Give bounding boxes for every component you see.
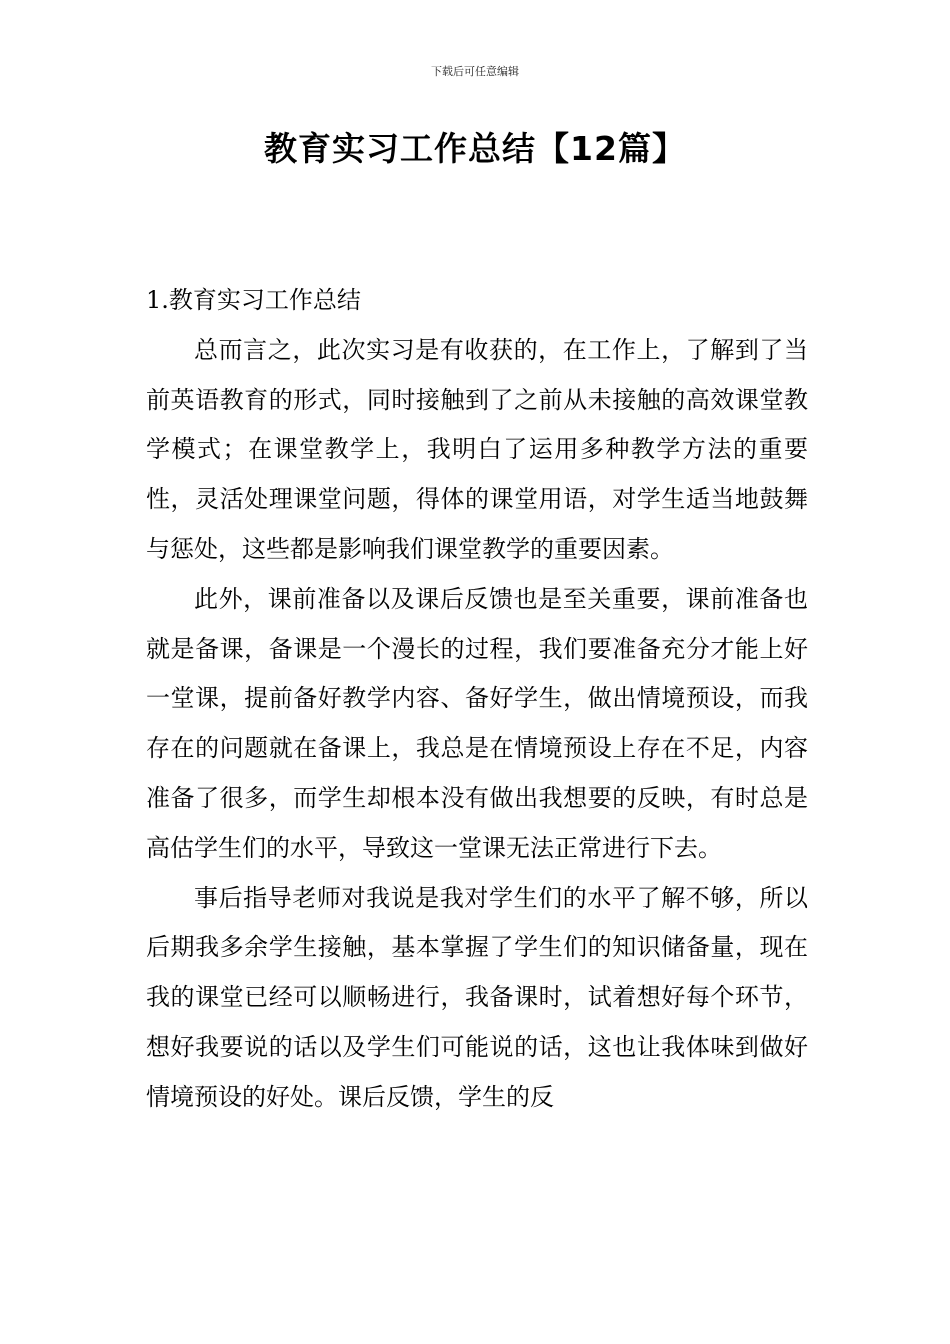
- header-note: 下载后可任意编辑: [431, 65, 519, 78]
- paragraph-3: 事后指导老师对我说是我对学生们的水平了解不够，所以后期我多余学生接触，基本掌握了学生们的知识储备量，现在我的课堂已经可以顺畅进行，我备课时，试着想好每个环节，想好我要说的话以及学生们可能说的话，这也让我体味到做好情境预设的好处。课后反馈，学生的反: [146, 883, 808, 1111]
- paragraph-1: 总而言之，此次实习是有收获的，在工作上，了解到了当前英语教育的形式，同时接触到了之前从未接触的高效课堂教学模式；在课堂教学上，我明白了运用多种教学方法的重要性，灵活处理课堂问题，得体的课堂用语，对学生适当地鼓舞与惩处，这些都是影响我们课堂教学的重要因素。: [146, 335, 808, 563]
- section-heading: 1.教育实习工作总结: [146, 286, 361, 314]
- document-title: 教育实习工作总结【12篇】: [264, 129, 686, 168]
- paragraph-2: 此外，课前准备以及课后反馈也是至关重要，课前准备也就是备课，备课是一个漫长的过程，我们要准备充分才能上好一堂课，提前备好教学内容、备好学生，做出情境预设，而我存在的问题就在备课上，我总是在情境预设上存在不足，内容准备了很多，而学生却根本没有做出我想要的反映，有时总是高估学生们的水平，导致这一堂课无法正常进行下去。: [146, 584, 808, 862]
- document-body: [146, 276, 808, 1123]
